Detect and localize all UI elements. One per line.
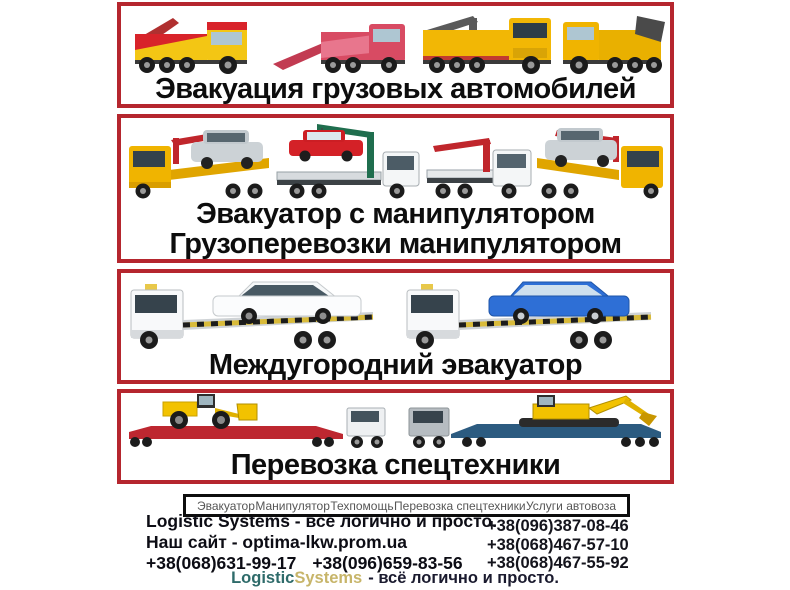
yellow-rotator-wrecker: [563, 16, 665, 74]
red-boom-wrecker: [273, 24, 405, 73]
panel-intercity: [117, 269, 674, 384]
lowboy-with-excavator: [409, 395, 661, 448]
panel-caption: Эвакуация грузовых автомобилей: [155, 73, 636, 105]
white-flatbed-with-white-sedan: [131, 282, 373, 349]
lowboy-with-wheel-loader: [129, 394, 385, 448]
panel-machinery-transport: [117, 389, 674, 484]
phone-number[interactable]: +38(068)467-55-92: [487, 554, 629, 572]
panel-caption: Грузоперевозки манипулятором: [169, 228, 622, 260]
brand-tagline: - всё логично и просто.: [368, 569, 559, 587]
lowboy-rigs-photo-strip: [121, 394, 670, 450]
brand-logo: [0, 569, 790, 588]
manipulator-trucks-photo-strip: [121, 118, 670, 199]
yellow-tow-truck-with-suv: [129, 130, 269, 199]
white-truck-green-crane-red-car: [277, 124, 419, 199]
red-yellow-heavy-wrecker: [135, 18, 247, 74]
panel-manipulator: [117, 114, 674, 263]
white-truck-red-crane: [427, 138, 531, 199]
company-slogan: Logistic Systems - всё логично и просто.: [146, 511, 498, 531]
panel-heavy-evacuation: [117, 2, 674, 108]
phone-number[interactable]: +38(068)631-99-17: [146, 553, 297, 573]
panel-caption: Междугородний эвакуатор: [208, 349, 583, 381]
menu-item-machinery-transport[interactable]: Перевозка спецтехники: [394, 498, 526, 513]
contact-block: [146, 511, 497, 574]
menu-item-manipulator[interactable]: Манипулятор: [255, 498, 330, 513]
menu-item-car-carrier[interactable]: Услуги автовоза: [525, 498, 616, 513]
white-flatbed-with-blue-hatchback: [407, 282, 651, 349]
phone-number[interactable]: +38(068)467-57-10: [487, 535, 629, 554]
flatbed-trucks-photo-strip: [121, 274, 670, 350]
menu-item-evacuator[interactable]: Эвакуатор: [197, 498, 255, 513]
yellow-tow-truck-with-suv-right: [537, 128, 663, 199]
website-line[interactable]: Наш сайт - optima-lkw.prom.ua: [146, 532, 408, 552]
panel-caption: Перевозка спецтехники: [230, 449, 561, 481]
phones-column: [487, 517, 629, 573]
heavy-wreckers-photo-strip: [121, 8, 670, 74]
brand-name-systems: Systems: [294, 569, 363, 587]
panel-caption: Эвакуатор с манипулятором: [196, 198, 595, 230]
menu-item-techhelp[interactable]: Техпомощь: [330, 498, 394, 513]
phone-number[interactable]: +38(096)659-83-56: [312, 553, 463, 573]
brand-name-logistic: Logistic: [231, 569, 295, 587]
yellow-man-heavy-wrecker: [423, 16, 551, 74]
phone-number[interactable]: +38(096)387-08-46: [487, 517, 629, 535]
